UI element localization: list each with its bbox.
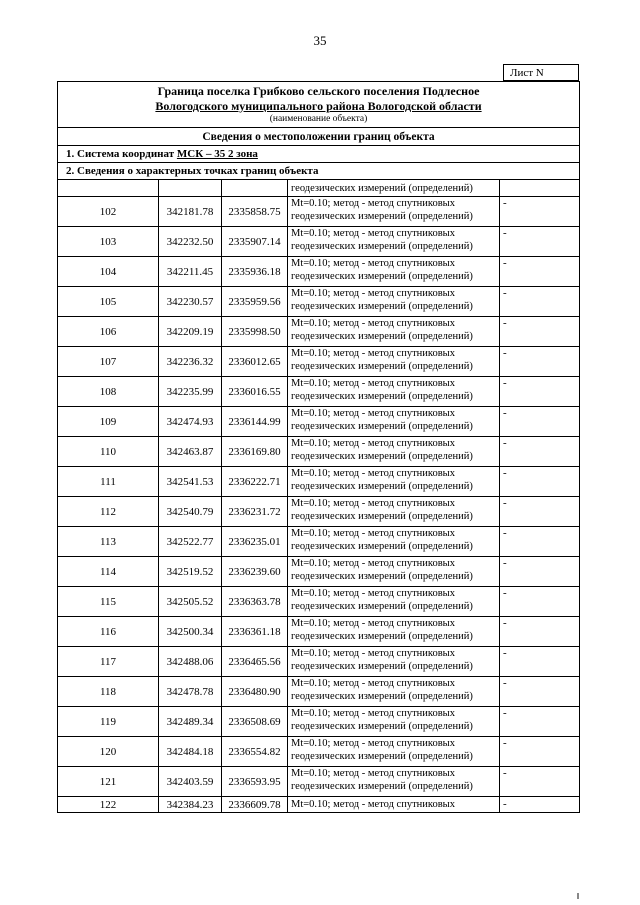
method-description xyxy=(288,287,500,317)
coord-x: 342211.45 xyxy=(159,257,222,287)
coord-y: 2336361.18 xyxy=(222,617,288,647)
method-line-1: Mt=0.10; метод - метод спутниковых xyxy=(291,288,455,299)
point-number: 102 xyxy=(58,197,159,227)
table-row xyxy=(58,587,580,617)
table-row xyxy=(58,767,580,797)
method-description xyxy=(288,587,500,617)
method-line-2: геодезических измерений (определений) xyxy=(291,781,473,792)
coord-x: 342403.59 xyxy=(159,767,222,797)
coord-y: 2336508.69 xyxy=(222,707,288,737)
table-row xyxy=(58,557,580,587)
table-row xyxy=(58,377,580,407)
object-title xyxy=(58,82,580,128)
scan-mark xyxy=(577,893,579,899)
method-description xyxy=(288,677,500,707)
point-note: - xyxy=(500,737,580,767)
point-number: 121 xyxy=(58,767,159,797)
coord-y: 2336144.99 xyxy=(222,407,288,437)
table-row xyxy=(58,467,580,497)
coord-y: 2335858.75 xyxy=(222,197,288,227)
coord-x: 342235.99 xyxy=(159,377,222,407)
coord-x: 342484.18 xyxy=(159,737,222,767)
point-note: - xyxy=(500,407,580,437)
coord-system-heading xyxy=(58,146,580,163)
table-row xyxy=(58,407,580,437)
method-description xyxy=(288,407,500,437)
table-row xyxy=(58,647,580,677)
method-line-1: Mt=0.10; метод - метод спутниковых xyxy=(291,678,455,689)
table-row xyxy=(58,257,580,287)
method-line-2: геодезических измерений (определений) xyxy=(291,421,473,432)
continuation-text: геодезических измерений (определений) xyxy=(288,180,500,197)
point-number: 117 xyxy=(58,647,159,677)
method-description: Mt=0.10; метод - метод спутниковых xyxy=(288,797,500,813)
method-line-1: Mt=0.10; метод - метод спутниковых xyxy=(291,408,455,419)
coord-x: 342541.53 xyxy=(159,467,222,497)
table-row xyxy=(58,617,580,647)
table-row xyxy=(58,737,580,767)
point-note: - xyxy=(500,197,580,227)
method-line-2: геодезических измерений (определений) xyxy=(291,361,473,372)
method-line-1: Mt=0.10; метод - метод спутниковых xyxy=(291,768,455,779)
coord-y: 2335907.14 xyxy=(222,227,288,257)
method-line-2: геодезических измерений (определений) xyxy=(291,481,473,492)
point-note: - xyxy=(500,707,580,737)
method-description xyxy=(288,767,500,797)
page-number: 35 xyxy=(313,33,327,48)
table-row xyxy=(58,197,580,227)
coord-y: 2336609.78 xyxy=(222,797,288,813)
coord-x: 342463.87 xyxy=(159,437,222,467)
point-number: 111 xyxy=(58,467,159,497)
method-line-1: Mt=0.10; метод - метод спутниковых xyxy=(291,708,455,719)
point-number: 118 xyxy=(58,677,159,707)
coord-y: 2336239.60 xyxy=(222,557,288,587)
coord-x: 342181.78 xyxy=(159,197,222,227)
method-line-2: геодезических измерений (определений) xyxy=(291,271,473,282)
method-line-2: геодезических измерений (определений) xyxy=(291,721,473,732)
method-line-1: Mt=0.10; метод - метод спутниковых xyxy=(291,258,455,269)
method-line-2: геодезических измерений (определений) xyxy=(291,451,473,462)
method-line-1: Mt=0.10; метод - метод спутниковых xyxy=(291,348,455,359)
method-line-1: Mt=0.10; метод - метод спутниковых xyxy=(291,738,455,749)
method-description xyxy=(288,347,500,377)
method-description xyxy=(288,257,500,287)
point-number: 113 xyxy=(58,527,159,557)
title-line-2: Вологодского муниципального района Вологодской области xyxy=(155,99,482,113)
point-note: - xyxy=(500,227,580,257)
point-number: 110 xyxy=(58,437,159,467)
method-description xyxy=(288,527,500,557)
coord-y: 2336465.56 xyxy=(222,647,288,677)
coord-system-prefix: 1. Система координат xyxy=(66,148,177,160)
coord-y: 2336235.01 xyxy=(222,527,288,557)
point-note: - xyxy=(500,797,580,813)
coord-x: 342478.78 xyxy=(159,677,222,707)
table-row xyxy=(58,227,580,257)
method-line-2: геодезических измерений (определений) xyxy=(291,241,473,252)
coord-y: 2336231.72 xyxy=(222,497,288,527)
section-heading: Сведения о местоположении границ объекта xyxy=(58,128,580,146)
method-description xyxy=(288,227,500,257)
coord-x: 342500.34 xyxy=(159,617,222,647)
point-note: - xyxy=(500,527,580,557)
point-number: 116 xyxy=(58,617,159,647)
coord-x: 342489.34 xyxy=(159,707,222,737)
table-row xyxy=(58,317,580,347)
table-row xyxy=(58,707,580,737)
method-line-1: Mt=0.10; метод - метод спутниковых xyxy=(291,468,455,479)
sheet-label: Лист N xyxy=(503,64,579,81)
boundary-table xyxy=(57,81,580,813)
title-caption: (наименование объекта) xyxy=(269,114,368,124)
point-number: 108 xyxy=(58,377,159,407)
method-line-2: геодезических измерений (определений) xyxy=(291,571,473,582)
method-line-2: геодезических измерений (определений) xyxy=(291,331,473,342)
table-row xyxy=(58,677,580,707)
table-row xyxy=(58,287,580,317)
method-line-2: геодезических измерений (определений) xyxy=(291,661,473,672)
coord-y: 2336012.65 xyxy=(222,347,288,377)
method-description xyxy=(288,617,500,647)
method-line-2: геодезических измерений (определений) xyxy=(291,511,473,522)
coord-x: 342384.23 xyxy=(159,797,222,813)
point-number: 103 xyxy=(58,227,159,257)
table-row xyxy=(58,437,580,467)
coord-x: 342519.52 xyxy=(159,557,222,587)
coord-x: 342540.79 xyxy=(159,497,222,527)
method-line-1: Mt=0.10; метод - метод спутниковых xyxy=(291,228,455,239)
method-line-1: Mt=0.10; метод - метод спутниковых xyxy=(291,558,455,569)
method-line-2: геодезических измерений (определений) xyxy=(291,691,473,702)
method-line-2: геодезических измерений (определений) xyxy=(291,541,473,552)
coord-y: 2336169.80 xyxy=(222,437,288,467)
point-number: 114 xyxy=(58,557,159,587)
coord-x: 342474.93 xyxy=(159,407,222,437)
method-description xyxy=(288,707,500,737)
point-note: - xyxy=(500,377,580,407)
method-description xyxy=(288,437,500,467)
method-description xyxy=(288,557,500,587)
method-line-1: Mt=0.10; метод - метод спутниковых xyxy=(291,198,455,209)
coord-x: 342488.06 xyxy=(159,647,222,677)
method-description xyxy=(288,497,500,527)
method-line-1: Mt=0.10; метод - метод спутниковых xyxy=(291,318,455,329)
coord-x: 342522.77 xyxy=(159,527,222,557)
method-line-2: геодезических измерений (определений) xyxy=(291,631,473,642)
point-number: 119 xyxy=(58,707,159,737)
coord-y: 2336480.90 xyxy=(222,677,288,707)
coord-y: 2335959.56 xyxy=(222,287,288,317)
coord-y: 2336593.95 xyxy=(222,767,288,797)
method-line-1: Mt=0.10; метод - метод спутниковых xyxy=(291,498,455,509)
coord-y: 2336222.71 xyxy=(222,467,288,497)
point-number: 105 xyxy=(58,287,159,317)
point-number: 107 xyxy=(58,347,159,377)
coord-system-name: МСК – 35 2 зона xyxy=(176,148,258,160)
coord-x: 342236.32 xyxy=(159,347,222,377)
point-note: - xyxy=(500,647,580,677)
point-number: 115 xyxy=(58,587,159,617)
continuation-row xyxy=(58,180,580,197)
coord-y: 2335998.50 xyxy=(222,317,288,347)
title-line-1: Граница поселка Грибково сельского поселения Подлесное xyxy=(157,84,480,98)
table-row xyxy=(58,347,580,377)
method-description xyxy=(288,317,500,347)
point-number: 106 xyxy=(58,317,159,347)
coord-x: 342505.52 xyxy=(159,587,222,617)
table-row xyxy=(58,527,580,557)
method-line-1: Mt=0.10; метод - метод спутниковых xyxy=(291,588,455,599)
point-number: 122 xyxy=(58,797,159,813)
coord-x: 342209.19 xyxy=(159,317,222,347)
point-note: - xyxy=(500,467,580,497)
table-row xyxy=(58,497,580,527)
method-line-2: геодезических измерений (определений) xyxy=(291,391,473,402)
coord-y: 2336363.78 xyxy=(222,587,288,617)
point-number: 120 xyxy=(58,737,159,767)
method-line-2: геодезических измерений (определений) xyxy=(291,211,473,222)
method-line-2: геодезических измерений (определений) xyxy=(291,301,473,312)
point-note: - xyxy=(500,347,580,377)
point-note: - xyxy=(500,617,580,647)
coord-y: 2336016.55 xyxy=(222,377,288,407)
coord-x: 342232.50 xyxy=(159,227,222,257)
method-description xyxy=(288,737,500,767)
point-note: - xyxy=(500,677,580,707)
point-note: - xyxy=(500,497,580,527)
point-note: - xyxy=(500,587,580,617)
method-line-2: геодезических измерений (определений) xyxy=(291,601,473,612)
coord-x: 342230.57 xyxy=(159,287,222,317)
point-note: - xyxy=(500,287,580,317)
coord-y: 2336554.82 xyxy=(222,737,288,767)
method-description xyxy=(288,647,500,677)
method-line-1: Mt=0.10; метод - метод спутниковых xyxy=(291,528,455,539)
point-note: - xyxy=(500,557,580,587)
coord-y: 2335936.18 xyxy=(222,257,288,287)
point-note: - xyxy=(500,317,580,347)
point-note: - xyxy=(500,257,580,287)
method-description xyxy=(288,377,500,407)
method-line-2: геодезических измерений (определений) xyxy=(291,751,473,762)
method-line-1: Mt=0.10; метод - метод спутниковых xyxy=(291,648,455,659)
method-description xyxy=(288,197,500,227)
method-line-1: Mt=0.10; метод - метод спутниковых xyxy=(291,378,455,389)
table-row xyxy=(58,797,580,813)
point-number: 109 xyxy=(58,407,159,437)
method-line-1: Mt=0.10; метод - метод спутниковых xyxy=(291,618,455,629)
point-note: - xyxy=(500,437,580,467)
method-line-1: Mt=0.10; метод - метод спутниковых xyxy=(291,438,455,449)
method-description xyxy=(288,467,500,497)
point-number: 112 xyxy=(58,497,159,527)
point-note: - xyxy=(500,767,580,797)
points-heading: 2. Сведения о характерных точках границ объекта xyxy=(58,163,580,180)
point-number: 104 xyxy=(58,257,159,287)
